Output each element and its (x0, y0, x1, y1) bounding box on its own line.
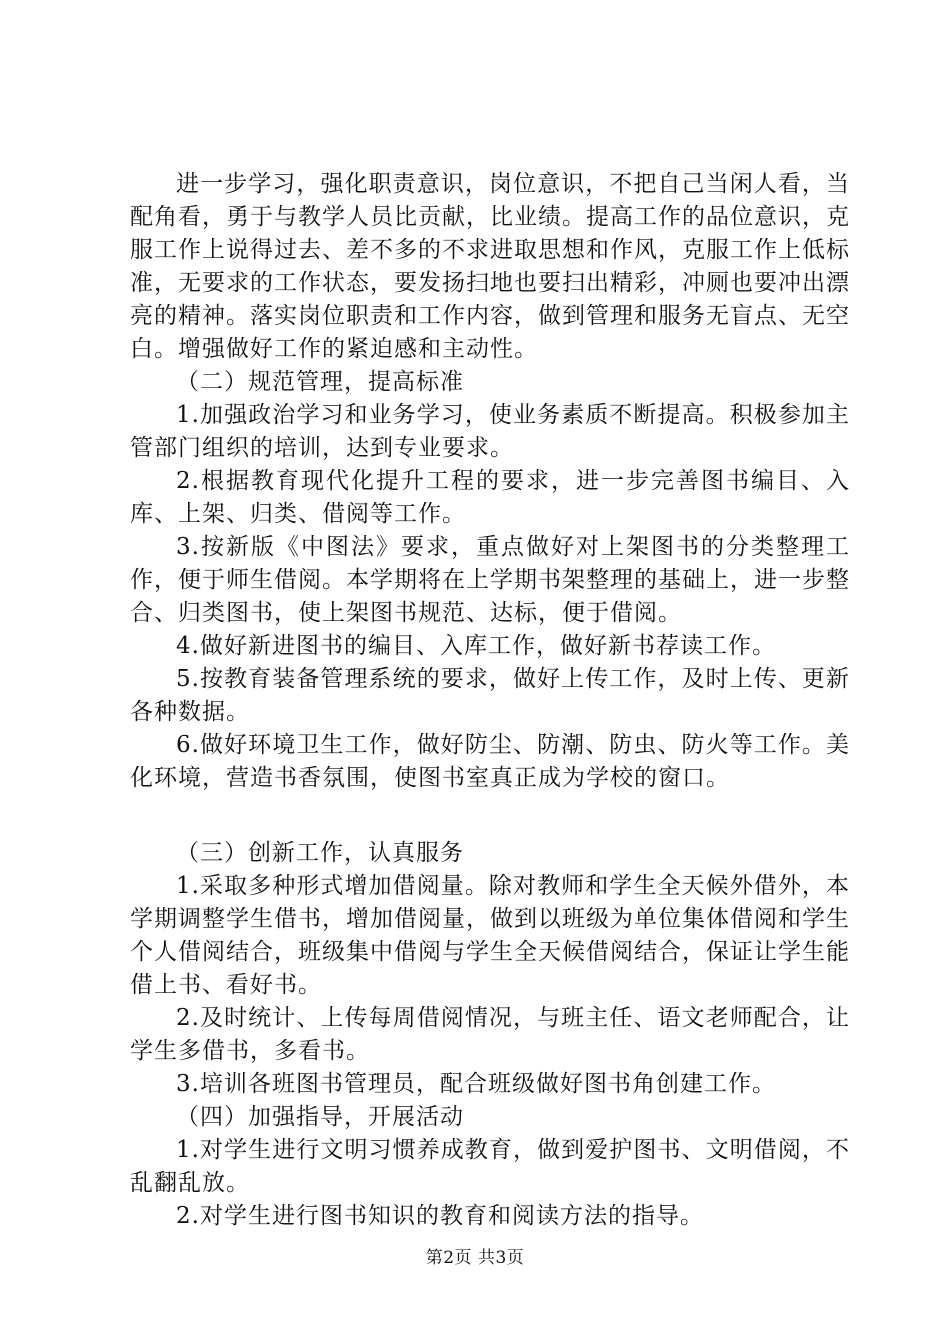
section-heading: （二）规范管理，提高标准 (176, 369, 464, 395)
list-item: 3.按新版《中图法》要求，重点做好对上架图书的分类整理工作，便于师生借阅。本学期将在上学期书架整理的基础上，进一步整合、归类图书，使上架图书规范、达标，便于借阅。 (130, 534, 850, 626)
list-item: 1.对学生进行文明习惯养成教育，做到爱护图书、文明借阅，不乱翻乱放。 (130, 1137, 850, 1196)
list-item: 5.按教育装备管理系统的要求，做好上传工作，及时上传、更新各种数据。 (130, 666, 850, 725)
list-item: 6.做好环境卫生工作，做好防尘、防潮、防虫、防火等工作。美化环境，营造书香氛围，使图书室真正成为学校的窗口。 (130, 732, 850, 791)
page-number-footer: 第2页 共3页 (425, 1248, 525, 1268)
section-heading: （四）加强指导，开展活动 (176, 1104, 464, 1130)
list-item: 2.根据教育现代化提升工程的要求，进一步完善图书编目、入库、上架、归类、借阅等工作。 (130, 468, 850, 527)
paragraph: 进一步学习，强化职责意识，岗位意识，不把自己当闲人看，当配角看，勇于与教学人员比贡献，比业绩。提高工作的品位意识，克服工作上说得过去、差不多的不求进取思想和作风，克服工作上低标准，无要求的工作状态，要发扬扫地也要扫出精彩，冲厕也要冲出漂亮的精神。落实岗位职责和工作内容，做到管理和服务无盲点、无空白。增强做好工作的紧迫感和主动性。 (130, 171, 850, 362)
section-heading: （三）创新工作，认真服务 (176, 840, 464, 866)
list-item: 4.做好新进图书的编目、入库工作，做好新书荐读工作。 (176, 633, 776, 659)
list-item: 1.采取多种形式增加借阅量。除对教师和学生全天候外借外，本学期调整学生借书，增加借阅量，做到以班级为单位集体借阅和学生个人借阅结合，班级集中借阅与学生全天候借阅结合，保证让学生能借上书、看好书。 (130, 873, 850, 998)
paragraph-spacer (130, 795, 850, 837)
document-body (130, 168, 850, 1233)
list-item: 3.培训各班图书管理员，配合班级做好图书角创建工作。 (176, 1071, 776, 1097)
list-item: 1.加强政治学习和业务学习，使业务素质不断提高。积极参加主管部门组织的培训，达到专业要求。 (130, 402, 850, 461)
list-item: 2.及时统计、上传每周借阅情况，与班主任、语文老师配合，让学生多借书，多看书。 (130, 1005, 850, 1064)
list-item: 2.对学生进行图书知识的教育和阅读方法的指导。 (176, 1203, 704, 1229)
